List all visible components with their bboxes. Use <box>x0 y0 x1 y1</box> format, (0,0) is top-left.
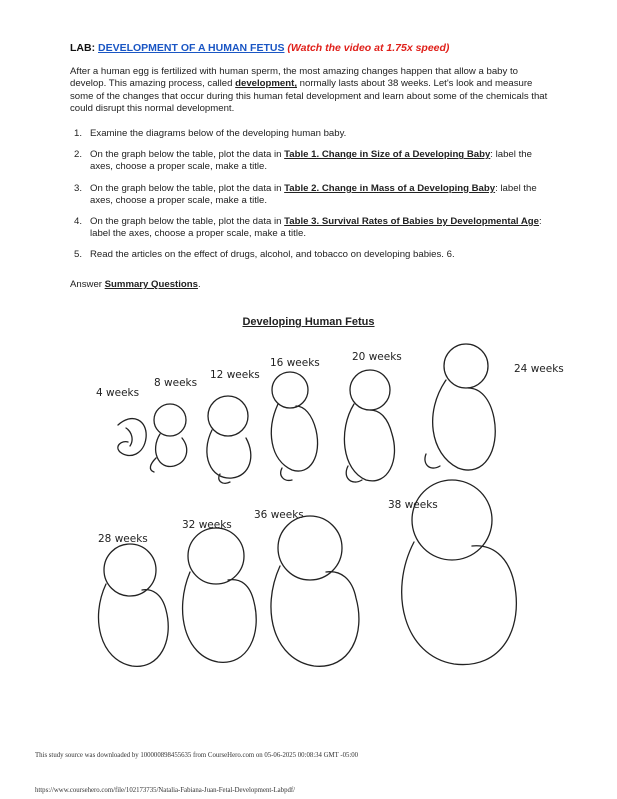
table-reference: Table 1. Change in Size of a Developing Baby <box>284 149 491 161</box>
instruction-item <box>70 128 548 140</box>
video-speed-note: (Watch the video at 1.75x speed) <box>287 42 450 54</box>
fetus-8-weeks <box>150 404 186 472</box>
step-text: On the graph below the table, plot the data in <box>90 216 285 228</box>
instruction-list <box>70 128 548 271</box>
instruction-item <box>70 183 548 207</box>
instruction-item <box>70 149 548 173</box>
step-number: 3. <box>74 182 83 194</box>
stage-label: 38 weeks <box>388 499 438 511</box>
instruction-item <box>70 216 548 240</box>
stage-label: 4 weeks <box>96 387 140 399</box>
answer-text: . <box>197 279 201 290</box>
fetus-20-weeks <box>344 370 394 482</box>
source-note: This study source was downloaded by 100000898455635 from CourseHero.com on 05-06-2025 00:08:34 GMT -05:00 <box>35 752 359 759</box>
stage-label: 20 weeks <box>352 351 402 363</box>
fetus-28-weeks <box>98 544 168 666</box>
fetus-4-weeks <box>118 419 146 456</box>
fetus-12-weeks <box>207 396 251 483</box>
step-number: 4. <box>74 216 83 228</box>
lab-title-link[interactable]: DEVELOPMENT OF A HUMAN FETUS <box>98 42 285 54</box>
instruction-item <box>70 249 548 261</box>
step-text: : label the axes, choose a proper scale, make a title. <box>90 149 532 173</box>
stage-label: 24 weeks <box>514 363 564 375</box>
fetus-24-weeks <box>425 344 495 470</box>
summary-questions-reference: Summary Questions <box>104 279 198 290</box>
figure-title: Developing Human Fetus <box>242 316 375 328</box>
intro-text-2: normally lasts about 38 weeks. Let's look and measure some of the changes that occur during this human fetal development and learn about some of the chemicals that could disrupt this normal development. <box>70 78 548 115</box>
stage-label: 36 weeks <box>254 509 304 521</box>
answer-line <box>70 279 201 290</box>
intro-text-1: After a human egg is fertilized with human sperm, the most amazing changes happen that allow a baby to develop. This amazing process, called <box>70 66 518 90</box>
lab-title <box>70 42 449 54</box>
lab-prefix: LAB: <box>70 42 96 54</box>
step-number: 5. <box>74 249 83 261</box>
source-url[interactable]: https://www.coursehero.com/file/102173735/Natalia-Fabiana-Juan-Fetal-Development-Labpdf/ <box>35 787 296 794</box>
stage-label: 28 weeks <box>98 533 148 545</box>
stage-label: 32 weeks <box>182 519 232 531</box>
intro-keyword: development, <box>235 78 297 90</box>
fetus-illustration <box>70 330 570 690</box>
fetus-36-weeks <box>271 516 359 666</box>
answer-text: Answer <box>70 279 105 290</box>
stage-label: 12 weeks <box>210 369 260 381</box>
fetus-32-weeks <box>183 528 257 662</box>
step-number: 2. <box>74 149 83 161</box>
table-reference: Table 2. Change in Mass of a Developing Baby <box>284 182 496 194</box>
fetus-16-weeks <box>271 372 317 480</box>
step-text: Read the articles on the effect of drugs, alcohol, and tobacco on developing babies. 6. <box>90 249 455 261</box>
step-text: : label the axes, choose a proper scale, make a title. <box>90 182 537 206</box>
stage-label: 8 weeks <box>154 377 198 389</box>
step-text: On the graph below the table, plot the data in <box>90 149 285 161</box>
step-text: On the graph below the table, plot the data in <box>90 182 285 194</box>
intro-paragraph <box>70 66 548 116</box>
step-text: : label the axes, choose a proper scale, make a title. <box>90 216 542 240</box>
step-number: 1. <box>74 128 83 139</box>
step-text: Examine the diagrams below of the developing human baby. <box>90 128 347 139</box>
stage-label: 16 weeks <box>270 357 320 369</box>
table-reference: Table 3. Survival Rates of Babies by Developmental Age <box>284 216 540 228</box>
